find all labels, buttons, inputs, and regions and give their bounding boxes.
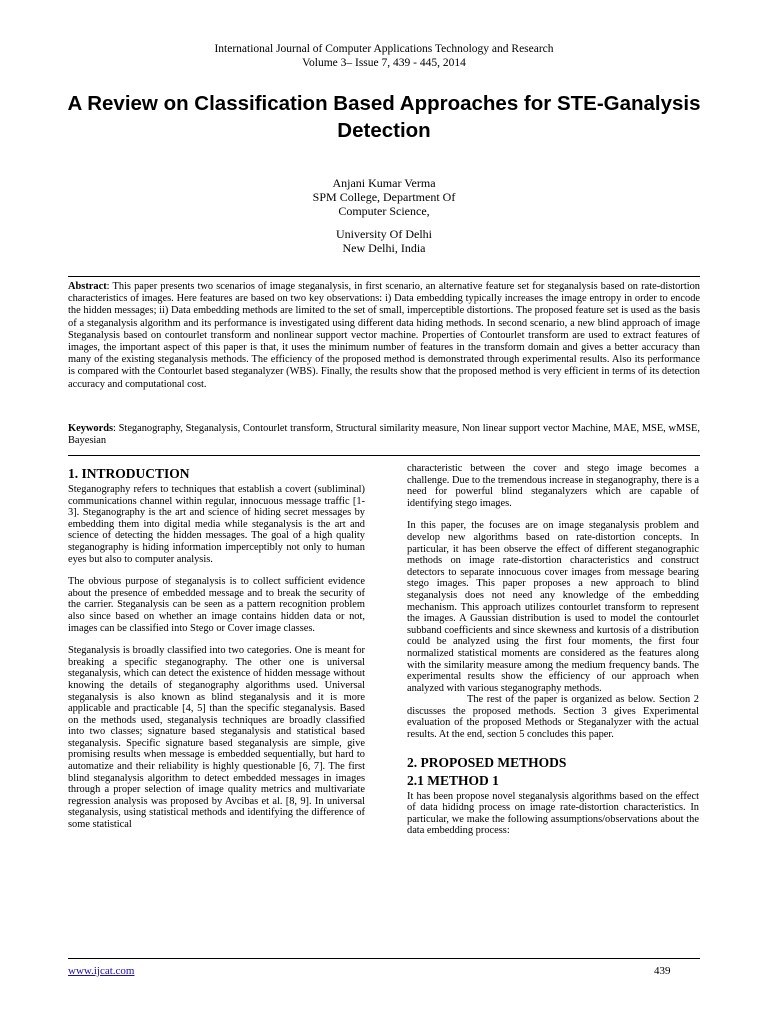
author-affiliation-3: University Of Delhi — [336, 227, 432, 241]
keywords — [68, 423, 700, 447]
journal-name: International Journal of Computer Applications Technology and Research — [214, 43, 554, 55]
keywords-bottom-rule — [68, 455, 700, 456]
right-column — [407, 463, 699, 848]
paragraph: It has been propose novel steganalysis algorithms based on the effect of data hididng process on image rate-distortion characteristics. In particular, we make the following assumptions/observations about the data embedding process: — [407, 790, 699, 837]
section-heading-proposed-methods: 2. PROPOSED METHODS — [407, 754, 567, 770]
paper-title: A Review on Classification Based Approaches for STE-Ganalysis Detection — [67, 92, 701, 142]
section-heading-introduction: 1. INTRODUCTION — [68, 466, 190, 481]
journal-header — [0, 42, 768, 70]
footer-website-link[interactable]: www.ijcat.com — [68, 965, 135, 977]
paragraph: The obvious purpose of steganalysis is to collect sufficient evidence about the presence of embedded message and to break the security of the carrier. Steganalysis can be seen as a pattern recognition problem also since based on whether an image contains hidden data or not, images can be classified into Stego or Cover image classes. — [68, 576, 365, 634]
subsection-heading-method-1: 2.1 METHOD 1 — [407, 772, 499, 788]
author-affiliation-1: SPM College, Department Of — [312, 190, 456, 204]
paragraph: The rest of the paper is organized as below. Section 2 discusses the proposed methods. Section 3 gives Experimental evaluation of the proposed Methods or Steganalyzer with the actual results. At the end, section 5 concludes this paper. — [407, 694, 699, 741]
paragraph: In this paper, the focuses are on image steganalysis problem and develop new algorithms based on rate-distortion concepts. In particular, it has been observe the effect of different steganographic methods on image rate-distortion characteristics and construct detectors to separate innocuous cover images from message bearing stego images. This paper proposes a new approach to blind steganalysis does not need any knowledge of the embedding mechanism. This approach utilizes contourlet transform to represent the images. A Gaussian distribution is used to model the contourlet subband coefficients and since skewness and kurtosis of a distribution could be analyzed using the first four moments, the first four normalized statistical moments are considered as the features along with the similarity measure among the medium frequency bands. The experimental results show the efficiency of our approach when analyzed with various steganography methods. — [407, 520, 699, 694]
author-affiliation-2: Computer Science, — [338, 204, 430, 218]
footer-rule — [68, 958, 700, 959]
keywords-label: Keywords — [68, 423, 114, 434]
left-column — [68, 466, 365, 842]
author-affiliation-4: New Delhi, India — [342, 241, 426, 255]
journal-volume: Volume 3– Issue 7, 439 - 445, 2014 — [302, 57, 466, 69]
abstract-top-rule — [68, 276, 700, 277]
abstract-text: : This paper presents two scenarios of image steganalysis, in first scenario, an alternative feature set for steganalysis based on rate-distortion characteristics of images. Here features are based on two key observations: i) Data embedding typically increases the image entropy in order to encode the hidden messages; ii) Data embedding methods are limited to the set of small, imperceptible distortions. The proposed feature set is used as the basis of a steganalysis algorithm and its performance is investigated using different data hiding methods. In second scenario, a new blind approach of image Steganalysis based on contourlet transform and nonlinear support vector machine. Properties of Contourlet transform are used to extract features of images, the important aspect of this paper is that, it uses the minimum number of features in the transform domain and gives a better accuracy than many of the existing steganalysis methods. The efficiency of the proposed method is demonstrated through experimental results. Also its performance is compared with the Contourlet based steganalyzer (WBS). Finally, the results show that the proposed method is very efficient in terms of its detection accuracy and computational cost. — [68, 281, 700, 390]
author-name: Anjani Kumar Verma — [332, 176, 436, 190]
keywords-text: : Steganography, Steganalysis, Contourlet transform, Structural similarity measure, Non linear support vector Machine, MAE, MSE, wMSE, Bayesian — [68, 423, 700, 447]
abstract-label: Abstract — [68, 281, 107, 292]
page-number: 439 — [654, 965, 671, 977]
paragraph: Steganography refers to techniques that establish a covert (subliminal) communications channel within regular, innocuous message traffic [1-3]. Steganography is the art and science of hiding secret messages by embedding them into digital media while steganalysis is the art and science of detecting the hidden messages. The goal of a high quality steganography is hiding information imperceptibly not only to human eyes but also to computer analysis. — [68, 484, 365, 565]
abstract — [68, 281, 700, 391]
author-block — [0, 176, 768, 255]
paragraph: characteristic between the cover and stego image becomes a challenge. Due to the tremendous increase in steganography, there is a need for powerful blind steganalyzers which are capable of identifying stego images. — [407, 463, 699, 509]
paragraph: Steganalysis is broadly classified into two categories. One is meant for breaking a specific steganography. The other one is universal steganalysis, which can detect the existence of hidden message without knowing the details of steganography algorithms used. Universal steganalysis is also known as blind steganalysis and it is more applicable and practicable [4, 5] than the specific steganalysis. Based on the methods used, steganalysis techniques are broadly classified into two classes; signature based steganalysis and statistical based steganalysis. Specific signature based steganalysis are simple, give promising results when message is embedded sequentially, but hard to automatize and their reliability is highly questionable [6, 7]. The first blind steganalysis algorithm to detect embedded messages in images through a proper selection of image quality metrics and multivariate regression analysis was proposed by Avcibas et al. [8, 9]. In universal steganalysis, using statistical methods and identifying the difference of some statistical — [68, 645, 365, 831]
